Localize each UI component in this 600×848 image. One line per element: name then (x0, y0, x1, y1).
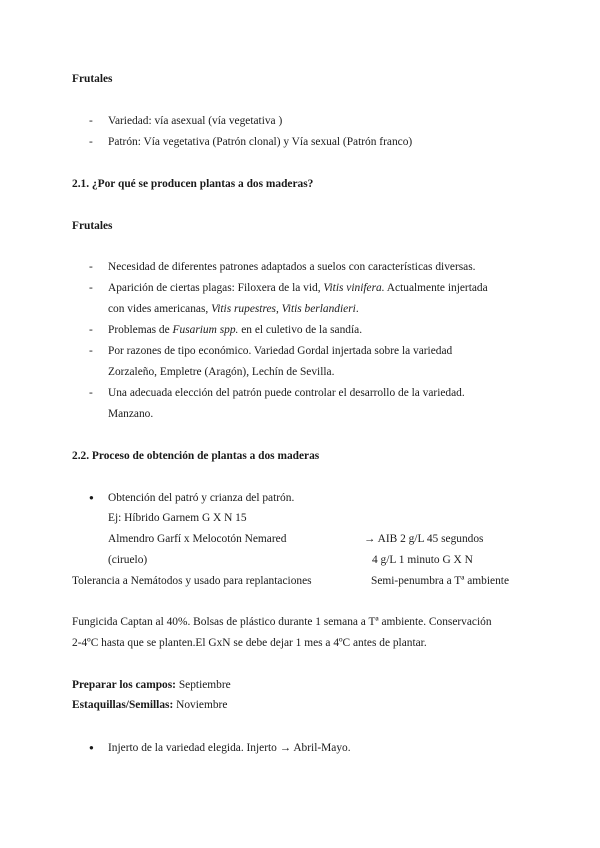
species-name: Fusarium spp. (172, 324, 239, 336)
dash-marker: - (89, 324, 93, 336)
estaquillas-label: Estaquillas/Semillas: (72, 699, 174, 711)
list-item-patron: Patrón: Vía vegetativa (Patrón clonal) y Vía sexual (Patrón franco) (108, 136, 413, 148)
preparar-line (72, 678, 231, 692)
list-item-obtencion: Obtención del patró y crianza del patrón. (108, 492, 295, 504)
cross-line: Almendro Garfí x Melocotón Nemared (108, 533, 287, 545)
preparar-value: Septiembre (175, 679, 231, 691)
list-item-problemas (108, 323, 362, 337)
text-run: Problemas de (108, 324, 173, 336)
list-item-variedad: Variedad: vía asexual (vía vegetativa ) (108, 115, 283, 127)
dash-marker: - (89, 115, 93, 127)
text-run: Aparición de ciertas plagas: Filoxera de la vid, (108, 282, 324, 294)
dash-marker: - (89, 387, 93, 399)
heading-2-1: 2.1. ¿Por qué se producen plantas a dos maderas? (72, 178, 314, 190)
heading-frutales: Frutales (72, 73, 113, 85)
list-item-razones-cont: Zorzaleño, Empletre (Aragón), Lechín de Sevilla. (108, 366, 335, 378)
aib-treatment: → AIB 2 g/L 45 segundos (364, 533, 484, 545)
dash-marker: - (89, 261, 93, 273)
preparar-label: Preparar los campos: (72, 679, 176, 691)
species-name: Vitis vinifera. (323, 282, 385, 294)
text-run: en el culetivo de la sandía. (238, 324, 363, 336)
dash-marker: - (89, 136, 93, 148)
semi-penumbra: Semi-penumbra a Tª ambiente (371, 575, 509, 587)
text-run: con vides americanas, (108, 303, 212, 315)
heading-frutales-2: Frutales (72, 220, 113, 232)
text-run: Actualmente injertada (384, 282, 488, 294)
estaquillas-line (72, 698, 227, 712)
list-item-adecuada-cont: Manzano. (108, 408, 154, 420)
estaquillas-value: Noviembre (173, 699, 228, 711)
list-item-aparicion-cont (108, 302, 359, 316)
list-item-razones: Por razones de tipo económico. Variedad Gordal injertada sobre la variedad (108, 345, 453, 357)
heading-2-2: 2.2. Proceso de obtención de plantas a dos maderas (72, 450, 320, 462)
species-name: Vitis rupestres, Vitis berlandieri (211, 303, 356, 315)
list-item-injerto: Injerto de la variedad elegida. Injerto → Abril-Mayo. (108, 742, 351, 754)
ciruelo-line: (ciruelo) (108, 554, 148, 566)
list-item-necesidad: Necesidad de diferentes patrones adaptados a suelos con características diversas. (108, 261, 476, 273)
dash-marker: - (89, 345, 93, 357)
tolerancia-line: Tolerancia a Nemátodos y usado para replantaciones (72, 575, 312, 587)
list-item-adecuada: Una adecuada elección del patrón puede controlar el desarrollo de la variedad. (108, 387, 465, 399)
fungicida-line-1: Fungicida Captan al 40%. Bolsas de plástico durante 1 semana a Tª ambiente. Conservación (72, 616, 492, 628)
text-run: . (355, 303, 359, 315)
gl-treatment: 4 g/L 1 minuto G X N (372, 554, 473, 566)
bullet-marker: ● (89, 743, 94, 752)
bullet-marker: ● (89, 493, 94, 502)
example-line: Ej: Híbrido Garnem G X N 15 (108, 512, 247, 524)
dash-marker: - (89, 282, 93, 294)
list-item-aparicion (108, 281, 488, 295)
fungicida-line-2: 2-4ºC hasta que se planten.El GxN se debe dejar 1 mes a 4ºC antes de plantar. (72, 637, 427, 649)
